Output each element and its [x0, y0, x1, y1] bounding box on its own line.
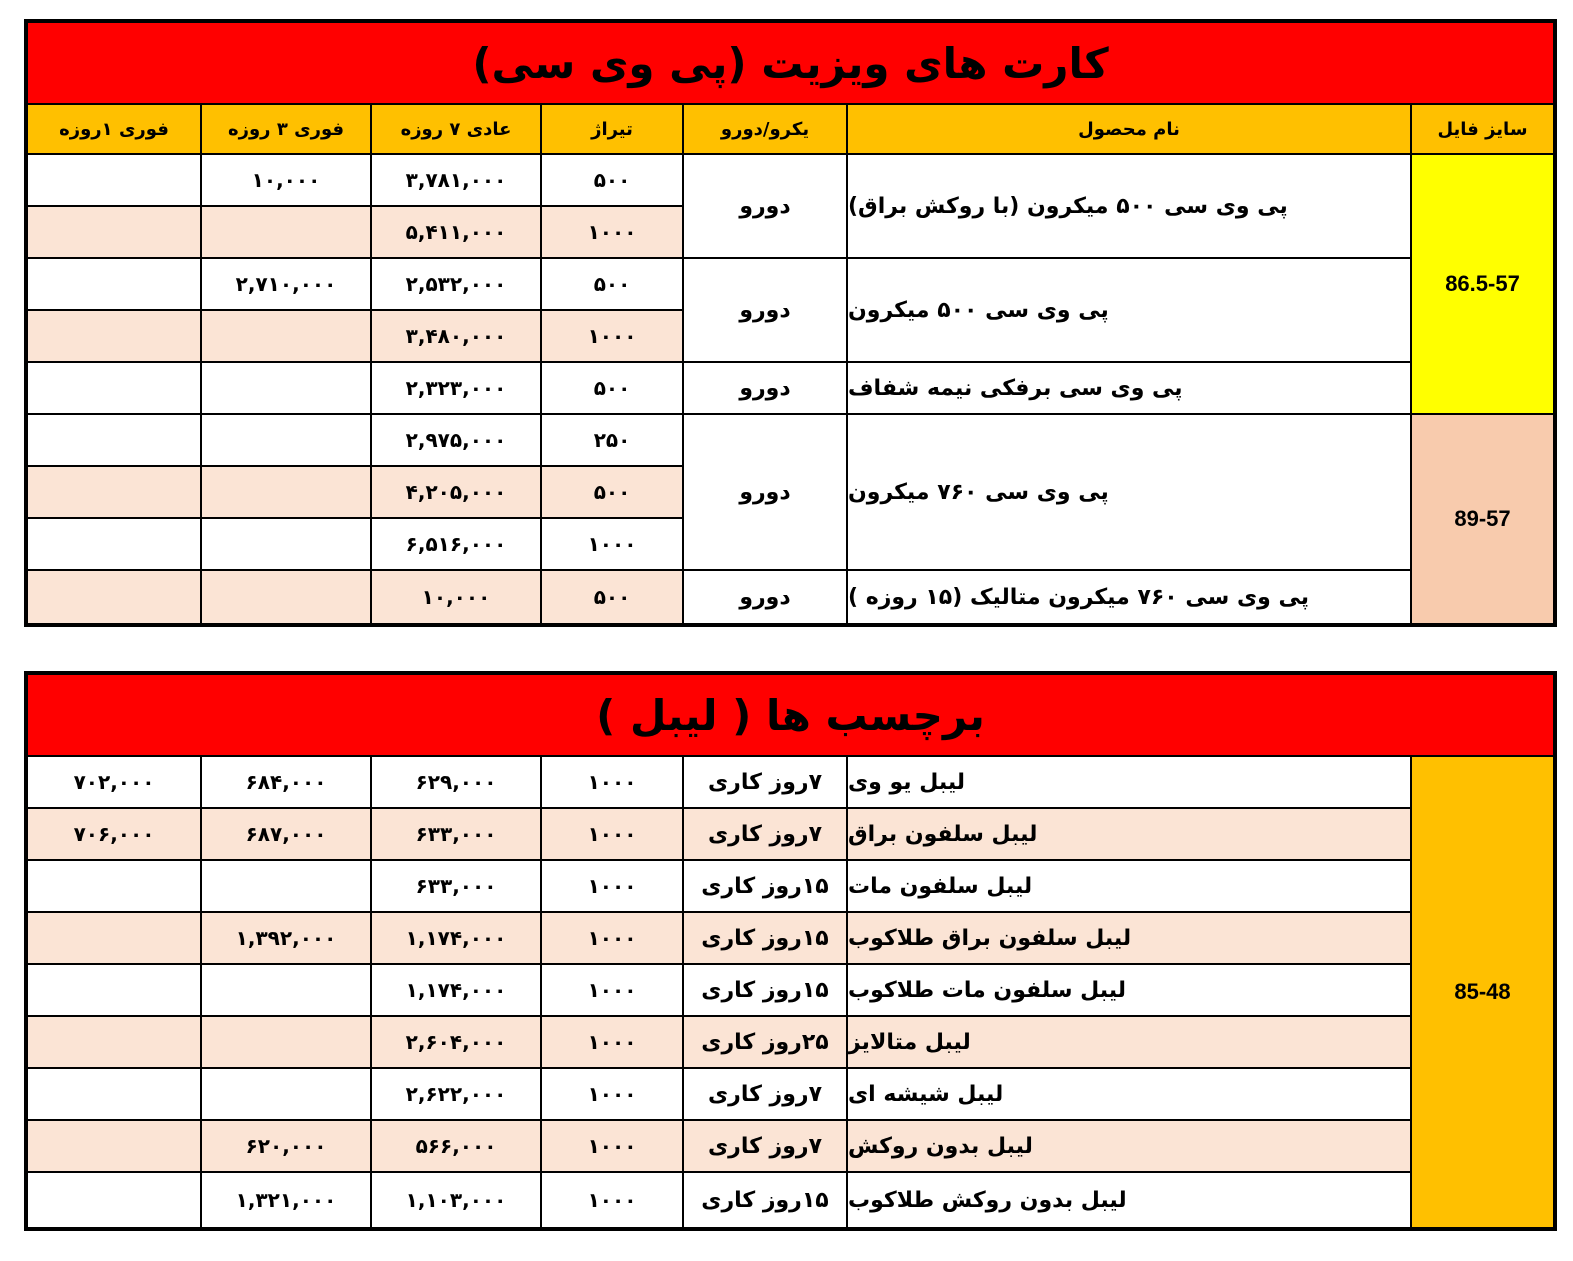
price-normal-7-day: ۲,۶۲۲,۰۰۰ [372, 1069, 542, 1121]
product-name-cell: لیبل سلفون براق [848, 809, 1412, 861]
table-row [28, 415, 684, 467]
table-row [28, 519, 684, 571]
price-normal-7-day: ۴,۲۰۵,۰۰۰ [372, 467, 542, 519]
table-row [28, 155, 684, 207]
price-normal-7-day: ۵۶۶,۰۰۰ [372, 1121, 542, 1173]
price-fast-1-day [28, 1173, 202, 1227]
product-name-cell: لیبل یو وی [848, 757, 1412, 809]
price-fast-3-day [202, 467, 372, 519]
price-fast-1-day [28, 363, 202, 415]
quantity-cell: ۱۰۰۰ [542, 311, 684, 363]
price-fast-3-day: ۶۸۷,۰۰۰ [202, 809, 372, 861]
table-row [28, 809, 1412, 861]
table-row [28, 571, 684, 623]
price-fast-3-day [202, 965, 372, 1017]
table-row [28, 207, 684, 259]
price-normal-7-day: ۲,۹۷۵,۰۰۰ [372, 415, 542, 467]
product-name-cell: لیبل شیشه ای [848, 1069, 1412, 1121]
sides-cell: دورو [684, 571, 848, 623]
product-name-cell: لیبل متالایز [848, 1017, 1412, 1069]
header-fast-1-day: فوری ۱روزه [28, 105, 202, 155]
header-normal-7-day: عادی ۷ روزه [372, 105, 542, 155]
product-name-cell: پی وی سی برفکی نیمه شفاف [848, 363, 1412, 415]
price-normal-7-day: ۱,۱۷۴,۰۰۰ [372, 965, 542, 1017]
price-fast-3-day: ۶۸۴,۰۰۰ [202, 757, 372, 809]
price-fast-1-day [28, 415, 202, 467]
product-name-cell: لیبل سلفون براق طلاکوب [848, 913, 1412, 965]
quantity-cell: ۱۰۰۰ [542, 1121, 684, 1173]
quantity-cell: ۵۰۰ [542, 259, 684, 311]
price-normal-7-day: ۵,۴۱۱,۰۰۰ [372, 207, 542, 259]
quantity-cell: ۵۰۰ [542, 571, 684, 623]
header-sides: یکرو/دورو [684, 105, 848, 155]
file-size-cell: 86.5-57 [1412, 155, 1553, 415]
table-row [28, 467, 684, 519]
price-fast-1-day [28, 571, 202, 623]
table-title: برچسب ها ( لیبل ) [28, 675, 1553, 757]
price-fast-1-day: ۷۰۲,۰۰۰ [28, 757, 202, 809]
quantity-cell: ۱۰۰۰ [542, 519, 684, 571]
quantity-cell: ۲۵۰ [542, 415, 684, 467]
price-normal-7-day: ۱,۱۷۴,۰۰۰ [372, 913, 542, 965]
quantity-cell: ۱۰۰۰ [542, 809, 684, 861]
delivery-time-cell: ۷روز کاری [684, 809, 848, 861]
product-name-cell: لیبل سلفون مات [848, 861, 1412, 913]
price-fast-3-day: ۱,۳۲۱,۰۰۰ [202, 1173, 372, 1227]
sides-cell: دورو [684, 415, 848, 571]
quantity-cell: ۱۰۰۰ [542, 1173, 684, 1227]
quantity-cell: ۱۰۰۰ [542, 207, 684, 259]
price-fast-3-day: ۲,۷۱۰,۰۰۰ [202, 259, 372, 311]
header-fast-3-day: فوری ۳ روزه [202, 105, 372, 155]
price-fast-3-day [202, 861, 372, 913]
file-size-cell: 85-48 [1412, 757, 1553, 1227]
price-fast-3-day [202, 519, 372, 571]
price-fast-3-day: ۱,۳۹۲,۰۰۰ [202, 913, 372, 965]
table-row [28, 311, 684, 363]
table-row [28, 1017, 1412, 1069]
price-fast-1-day [28, 259, 202, 311]
quantity-cell: ۵۰۰ [542, 363, 684, 415]
table-row [28, 259, 684, 311]
price-fast-3-day [202, 311, 372, 363]
price-fast-3-day [202, 1069, 372, 1121]
quantity-cell: ۱۰۰۰ [542, 757, 684, 809]
file-size-cell: 89-57 [1412, 415, 1553, 623]
quantity-cell: ۱۰۰۰ [542, 965, 684, 1017]
price-fast-3-day: ۱۰,۰۰۰ [202, 155, 372, 207]
price-fast-1-day [28, 519, 202, 571]
price-normal-7-day: ۲,۵۳۲,۰۰۰ [372, 259, 542, 311]
product-name-cell: لیبل بدون روکش [848, 1121, 1412, 1173]
price-fast-1-day: ۷۰۶,۰۰۰ [28, 809, 202, 861]
price-fast-3-day [202, 1017, 372, 1069]
price-fast-3-day [202, 415, 372, 467]
price-normal-7-day: ۳,۷۸۱,۰۰۰ [372, 155, 542, 207]
product-name-cell: پی وی سی ۵۰۰ میکرون (با روکش براق) [848, 155, 1412, 259]
price-normal-7-day: ۶۳۳,۰۰۰ [372, 809, 542, 861]
delivery-time-cell: ۱۵روز کاری [684, 861, 848, 913]
product-name-cell: لیبل بدون روکش طلاکوب [848, 1173, 1412, 1227]
table-row [28, 965, 1412, 1017]
table-row [28, 757, 1412, 809]
delivery-time-cell: ۷روز کاری [684, 1069, 848, 1121]
table-title: کارت های ویزیت (پی وی سی) [28, 23, 1553, 105]
price-fast-1-day [28, 1017, 202, 1069]
labels-table [24, 671, 1557, 1231]
quantity-cell: ۵۰۰ [542, 155, 684, 207]
table-row [28, 861, 1412, 913]
price-fast-1-day [28, 965, 202, 1017]
price-normal-7-day: ۶,۵۱۶,۰۰۰ [372, 519, 542, 571]
price-fast-1-day [28, 1069, 202, 1121]
table-row [28, 363, 684, 415]
price-fast-1-day [28, 207, 202, 259]
sides-cell: دورو [684, 259, 848, 363]
table-row [28, 1173, 1412, 1227]
pvc-business-cards-table [24, 19, 1557, 627]
delivery-time-cell: ۲۵روز کاری [684, 1017, 848, 1069]
quantity-cell: ۵۰۰ [542, 467, 684, 519]
price-normal-7-day: ۱۰,۰۰۰ [372, 571, 542, 623]
price-normal-7-day: ۲,۶۰۴,۰۰۰ [372, 1017, 542, 1069]
sides-cell: دورو [684, 363, 848, 415]
price-fast-1-day [28, 913, 202, 965]
delivery-time-cell: ۷روز کاری [684, 1121, 848, 1173]
price-fast-3-day [202, 571, 372, 623]
sides-cell: دورو [684, 155, 848, 259]
price-fast-1-day [28, 1121, 202, 1173]
quantity-cell: ۱۰۰۰ [542, 913, 684, 965]
product-name-cell: لیبل سلفون مات طلاکوب [848, 965, 1412, 1017]
header-quantity: تیراژ [542, 105, 684, 155]
product-name-cell: پی وی سی ۵۰۰ میکرون [848, 259, 1412, 363]
price-normal-7-day: ۶۲۹,۰۰۰ [372, 757, 542, 809]
table-row [28, 1121, 1412, 1173]
quantity-cell: ۱۰۰۰ [542, 1069, 684, 1121]
quantity-cell: ۱۰۰۰ [542, 1017, 684, 1069]
product-name-cell: پی وی سی ۷۶۰ میکرون متالیک (۱۵ روزه ) [848, 571, 1412, 623]
price-fast-1-day [28, 311, 202, 363]
price-normal-7-day: ۳,۴۸۰,۰۰۰ [372, 311, 542, 363]
price-fast-1-day [28, 861, 202, 913]
delivery-time-cell: ۱۵روز کاری [684, 965, 848, 1017]
product-name-cell: پی وی سی ۷۶۰ میکرون [848, 415, 1412, 571]
price-normal-7-day: ۶۳۳,۰۰۰ [372, 861, 542, 913]
header-product-name: نام محصول [848, 105, 1412, 155]
quantity-cell: ۱۰۰۰ [542, 861, 684, 913]
price-fast-1-day [28, 467, 202, 519]
price-normal-7-day: ۲,۳۲۳,۰۰۰ [372, 363, 542, 415]
header-file-size: سایز فایل [1412, 105, 1553, 155]
delivery-time-cell: ۱۵روز کاری [684, 913, 848, 965]
delivery-time-cell: ۷روز کاری [684, 757, 848, 809]
table-row [28, 1069, 1412, 1121]
table-row [28, 913, 1412, 965]
price-normal-7-day: ۱,۱۰۳,۰۰۰ [372, 1173, 542, 1227]
price-fast-1-day [28, 155, 202, 207]
price-fast-3-day [202, 207, 372, 259]
delivery-time-cell: ۱۵روز کاری [684, 1173, 848, 1227]
price-fast-3-day: ۶۲۰,۰۰۰ [202, 1121, 372, 1173]
price-fast-3-day [202, 363, 372, 415]
